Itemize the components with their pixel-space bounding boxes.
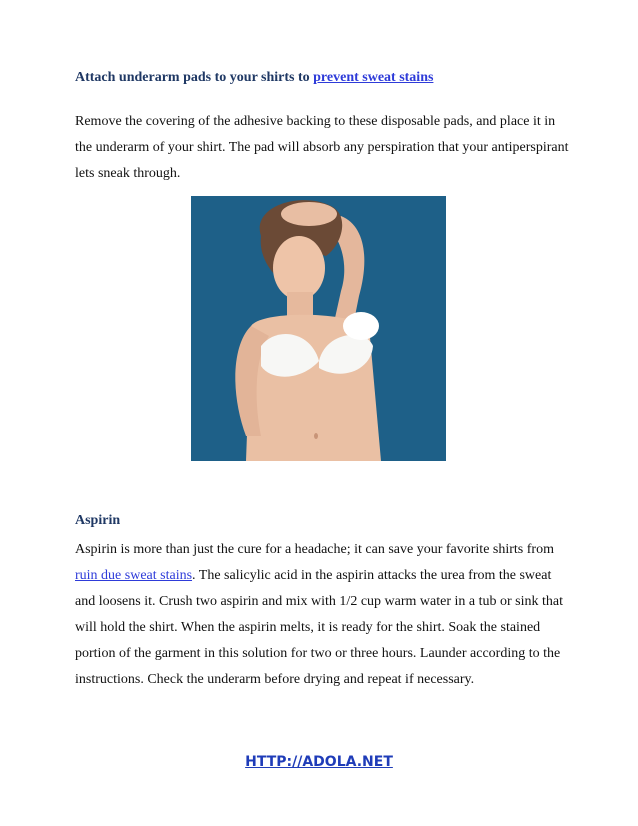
underarm-pads-paragraph: Remove the covering of the adhesive backing to these disposable pads, and place it in the underarm of your shirt. The pad will absorb any perspiration that your antiperspirant lets sneak through. (75, 114, 569, 181)
aspirin-paragraph (75, 537, 570, 693)
aspirin-paragraph-end: . The salicylic acid in the aspirin attacks the urea from the sweat and loosens it. Crush two aspirin and mix with 1/2 cup warm water in a tub or sink that will hold the shirt. When the aspirin melts, it is ready for the shirt. Soak the stained portion of the garment in this solution for two or three hours. Launder according to the instructions. Check the underarm before drying and repeat if necessary. (75, 568, 563, 687)
photo-woman-underarm-pad (191, 196, 446, 461)
footer (0, 754, 638, 770)
adola-link[interactable]: HTTP://ADOLA.NET (245, 754, 393, 770)
heading-text: Attach underarm pads to your shirts to (75, 70, 314, 85)
aspirin-paragraph-start: Aspirin is more than just the cure for a headache; it can save your favorite shirts from (75, 542, 554, 557)
ruin-due-sweat-stains-link[interactable]: ruin due sweat stains (75, 568, 193, 583)
photo-illustration (191, 196, 446, 461)
prevent-sweat-stains-link[interactable]: prevent sweat stains (313, 70, 434, 85)
section-heading-underarm-pads (75, 70, 433, 86)
section-heading-aspirin: Aspirin (75, 513, 121, 528)
